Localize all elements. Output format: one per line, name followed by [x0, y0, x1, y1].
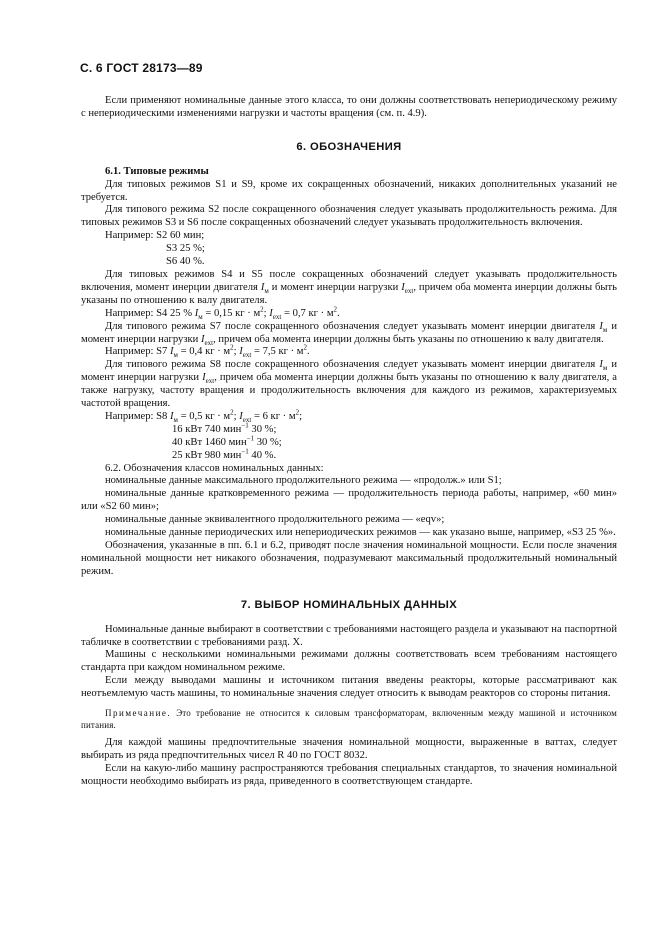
example-s7: Например: S7 $I_м = 0,4$ кг · $м^2$; $I_{ext} = 7,5$ кг · $м^2$. [105, 343, 310, 360]
subsection-6-2-title: 6.2. Обозначения классов номинальных данных: [105, 462, 324, 474]
class-short-time: номинальные данные кратковременного режима — продолжительность периода работы, например, «60 мин» или «S2 60 мин»; [81, 488, 617, 513]
paragraph-s8: Для типового режима S8 после сокращенного обозначения следует указывать момент инерции двигателя $I_м$ и момент инерции нагрузки $I_{ext}$, причем оба момента инерции должны быть указаны по отношению к валу двигателя, а также нагрузку, частоту вращения и продолжительность включения для каждого из режимов, характеризуемых частотой вращения. [81, 359, 618, 410]
note-label: Примечание. [105, 708, 172, 719]
example-s8-line-2: 40 кВт 1460 мин$^{-1}$ 30 %; [172, 434, 282, 448]
example-s8-line-1: 16 кВт 740 мин$^{-1}$ 30 %; [172, 421, 277, 435]
example-s8-line-3: 25 кВт 980 мин$^{-1}$ 40 %. [172, 447, 277, 461]
note-text: Это требование не относится к силовым трансформаторам, включенным между машиной и источником питания. [81, 708, 618, 731]
paragraph-special-standards: Если на какую-либо машину распространяются требования специальных стандартов, то значения номинальной мощности необходимо выбирать из ряда, приведенного в соответствующем стандарте. [81, 762, 617, 787]
note [81, 707, 617, 731]
document-body [81, 95, 617, 789]
subsection-6-1-title: 6.1. Типовые режимы [105, 165, 209, 177]
example-s3: S3 25 %; [166, 243, 205, 255]
paragraph-reactors: Если между выводами машины и источником питания введены реакторы, которые рассматривают как неотъемлемую часть машины, то номинальные значения следует относить к выводам реакторов со стороны питания. [81, 675, 617, 700]
paragraph-designations: Обозначения, указанные в пп. 6.1 и 6.2, приводят после значения номинальной мощности. Если после значения номинальной мощности нет никакого обозначения, подразумевают максимальный продолжительный номинальный режим. [81, 540, 617, 577]
example-s8: Например: S8 $I_м = 0,5$ кг · $м^2$; $I_{ext} = 6$ кг · $м^2$; [105, 408, 303, 425]
paragraph-s2-s3-s6: Для типового режима S2 после сокращенного обозначения следует указывать продолжительность режима. Для типовых режимов S3 и S6 после сокращенных обозначений следует указывать продолжительность включения. [81, 204, 617, 229]
section-7-title: 7. ВЫБОР НОМИНАЛЬНЫХ ДАННЫХ [240, 598, 458, 611]
example-s4: Например: S4 25 % $I_м = 0,15$ кг · $м^2$; $I_{ext} = 0,7$ кг · $м^2$. [105, 305, 340, 321]
page-header: С. 6 ГОСТ 28173—89 [80, 61, 203, 75]
paragraph-rating-selection: Номинальные данные выбирают в соответствии с требованиями настоящего раздела и указывают на паспортной табличке в соответствии с требованиями разд. X. [81, 623, 617, 648]
paragraph-preferred-values: Для каждой машины предпочтительные значения номинальной мощности, выраженные в ваттах, следует выбирать из ряда предпочтительных чисел R 40 по ГОСТ 8032. [81, 737, 617, 761]
intro-paragraph: Если применяют номинальные данные этого класса, то они должны соответствовать непериодическому режиму с непериодическими изменениями нагрузки и частоты вращения (см. п. 4.9). [81, 95, 617, 119]
example-s6: S6 40 %. [166, 256, 205, 268]
paragraph-s4-s5: Для типовых режимов S4 и S5 после сокращенных обозначений следует указывать продолжительность включения, момент инерции двигателя $I_м$ и момент инерции нагрузки $I_{ext}$, причем оба момента инерции должны быть указаны по отношению к валу двигателя. [81, 268, 617, 306]
paragraph-s1-s9: Для типовых режимов S1 и S9, кроме их сокращенных обозначений, никаких дополнительных указаний не требуется. [81, 178, 617, 203]
class-equivalent: номинальные данные эквивалентного продолжительного режима — «eqv»; [105, 514, 445, 526]
class-periodic: номинальные данные периодических или непериодических режимов — как указано выше, например, «S3 25 %». [105, 527, 616, 539]
example-s2: Например: S2 60 мин; [105, 230, 205, 242]
section-6-title: 6. ОБОЗНАЧЕНИЯ [296, 140, 402, 153]
paragraph-multiple-ratings: Машины с несколькими номинальными режимами должны соответствовать всем требованиям настоящего стандарта при каждом номинальном режиме. [81, 649, 617, 674]
class-continuous: номинальные данные максимального продолжительного режима — «продолж.» или S1; [105, 475, 502, 487]
paragraph-s7: Для типового режима S7 после сокращенного обозначения следует указывать момент инерции двигателя $I_м$ и момент инерции нагрузки $I_{ext}$, причем оба момента инерции должны быть указаны по отношению к валу двигателя. [81, 320, 618, 347]
